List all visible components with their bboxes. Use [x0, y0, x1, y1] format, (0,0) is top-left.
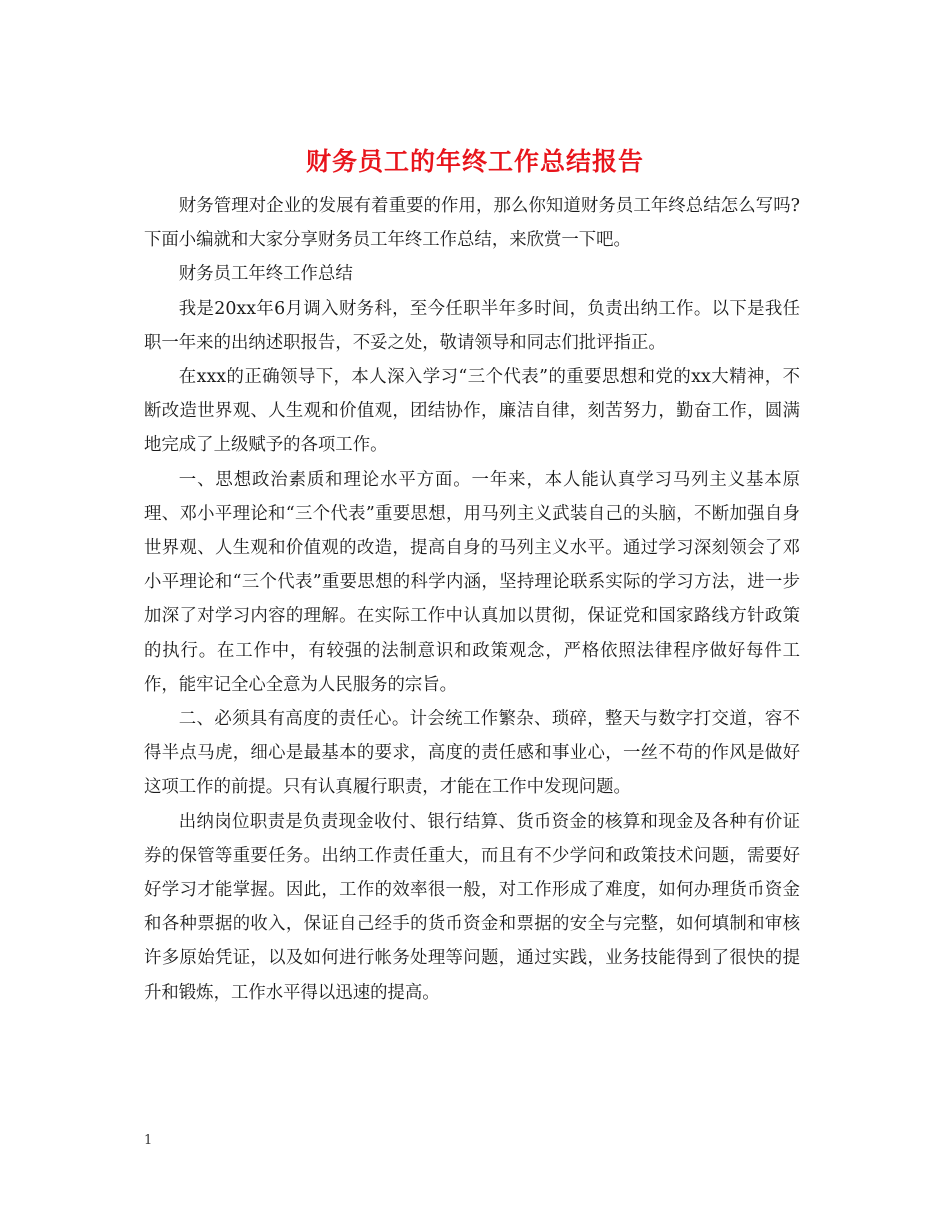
- document-title: 财务员工的年终工作总结报告: [305, 147, 644, 176]
- paragraph-section-one: 一、思想政治素质和理论水平方面。一年来，本人能认真学习马列主义基本原理、邓小平理论和“三个代表”重要思想，用马列主义武装自己的头脑，不断加强自身世界观、人生观和价值观的改造，提高自身的马列主义水平。通过学习深刻领会了邓小平理论和“三个代表”重要思想的科学内涵，坚持理论联系实际的学习方法，进一步加深了对学习内容的理解。在实际工作中认真加以贯彻，保证党和国家路线方针政策的执行。在工作中，有较强的法制意识和政策观念，严格依照法律程序做好每件工作，能牢记全心全意为人民服务的宗旨。: [144, 469, 800, 695]
- document-body: [144, 189, 800, 1010]
- paragraph-self-intro: 我是20xx年6月调入财务科，至今任职半年多时间，负责出纳工作。以下是我任职一年来的出纳述职报告，不妥之处，敬请领导和同志们批评指正。: [144, 298, 800, 353]
- paragraph-section-two: 二、必须具有高度的责任心。计会统工作繁杂、琐碎，整天与数字打交道，容不得半点马虎，细心是最基本的要求，高度的责任感和事业心，一丝不苟的作风是做好这项工作的前提。只有认真履行职责，才能在工作中发现问题。: [144, 709, 800, 798]
- page-number: 1: [144, 1133, 153, 1148]
- paragraph-leadership: 在xxx的正确领导下，本人深入学习“三个代表”的重要思想和党的xx大精神，不断改造世界观、人生观和价值观，团结协作，廉洁自律，刻苦努力，勤奋工作，圆满地完成了上级赋予的各项工作。: [144, 367, 800, 456]
- paragraph-subtitle: 财务员工年终工作总结: [178, 264, 353, 285]
- paragraph-cashier-duties: 出纳岗位职责是负责现金收付、银行结算、货币资金的核算和现金及各种有价证券的保管等重要任务。出纳工作责任重大，而且有不少学问和政策技术问题，需要好好学习才能掌握。因此，工作的效率很一般，对工作形成了难度，如何办理货币资金和各种票据的收入，保证自己经手的货币资金和票据的安全与完整，如何填制和审核许多原始凭证，以及如何进行帐务处理等问题，通过实践，业务技能得到了很快的提升和锻炼，工作水平得以迅速的提高。: [144, 811, 800, 1003]
- paragraph-intro: 财务管理对企业的发展有着重要的作用，那么你知道财务员工年终总结怎么写吗?下面小编就和大家分享财务员工年终工作总结，来欣赏一下吧。: [144, 196, 800, 251]
